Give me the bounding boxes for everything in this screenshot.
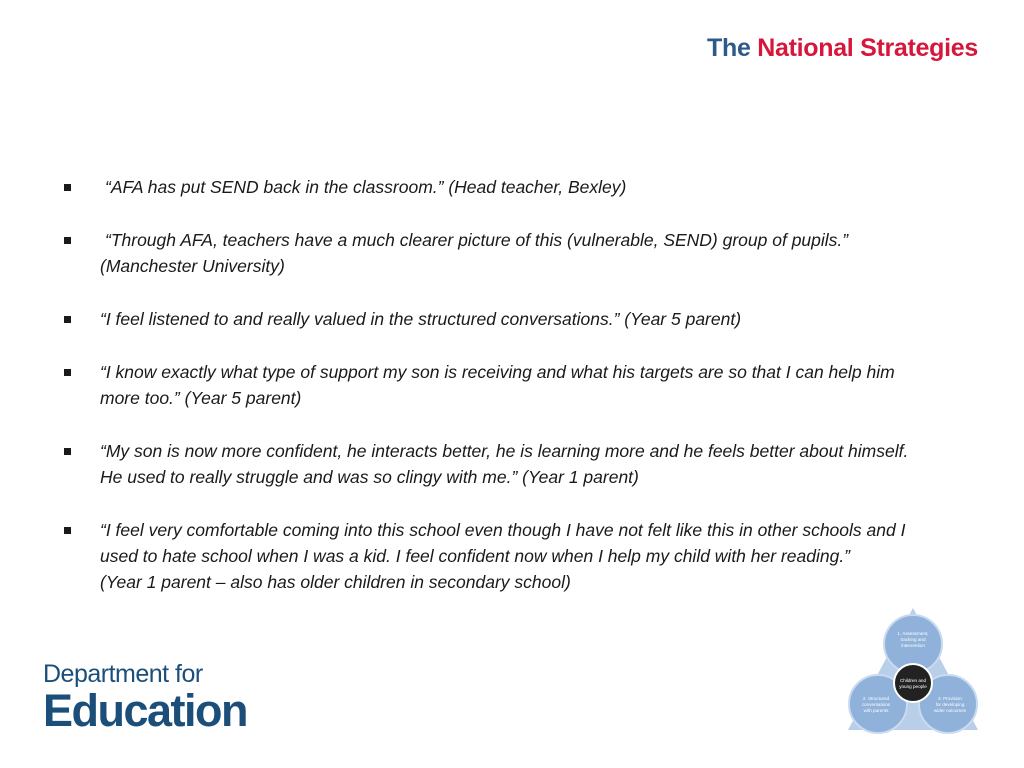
dfe-logo [43, 660, 247, 734]
quote-item [62, 227, 982, 279]
afa-model-svg [846, 606, 980, 740]
model-left-label-3: with parents [863, 708, 889, 713]
square-bullet-icon [64, 448, 71, 455]
quote-line: “My son is now more confident, he interacts better, he is learning more and he feels better about himself. [100, 441, 909, 461]
afa-model-diagram [846, 606, 980, 740]
quote-item [62, 174, 982, 200]
quote-line: (Year 1 parent – also has older children in secondary school) [100, 572, 571, 592]
brand-the: The [707, 34, 751, 62]
quote-line: “I feel very comfortable coming into this school even though I have not felt like this in other schools and I [100, 520, 906, 540]
brand-national-strategies: National Strategies [757, 34, 978, 62]
model-left-label-2: conversations [861, 702, 891, 707]
model-center-label-1: Children and [899, 678, 927, 683]
quote-line: “AFA has put SEND back in the classroom.” (Head teacher, Bexley) [105, 177, 627, 197]
model-center-label-2: young people [899, 684, 927, 689]
square-bullet-icon [64, 527, 71, 534]
model-right-label-1: 3. Provision [937, 696, 963, 701]
square-bullet-icon [64, 184, 71, 191]
quote-line: more too.” (Year 5 parent) [100, 388, 302, 408]
quote-line: (Manchester University) [100, 256, 285, 276]
quote-item [62, 359, 982, 411]
quote-item [62, 517, 982, 595]
square-bullet-icon [64, 369, 71, 376]
model-circle-center [894, 664, 932, 702]
quote-line: “Through AFA, teachers have a much clearer picture of this (vulnerable, SEND) group of pupils.” [105, 230, 849, 250]
model-right-label-2: for developing [935, 702, 965, 707]
quote-line: “I know exactly what type of support my son is receiving and what his targets are so that I can help him [100, 362, 895, 382]
national-strategies-logo [707, 34, 978, 63]
model-left-label-1: 2. Structured [862, 696, 890, 701]
model-right-label-3: wider outcomes [933, 708, 967, 713]
quote-line: He used to really struggle and was so clingy with me.” (Year 1 parent) [100, 467, 639, 487]
quote-list [62, 174, 982, 622]
quote-item [62, 306, 982, 332]
quote-line: used to hate school when I was a kid. I feel confident now when I help my child with her reading.” [100, 546, 851, 566]
dfe-logo-line2: Education [43, 685, 248, 736]
model-top-label-1: 1. Assessment, [897, 631, 929, 636]
square-bullet-icon [64, 316, 71, 323]
dfe-logo-line1: Department for [43, 660, 203, 688]
quote-item [62, 438, 982, 490]
quote-line: “I feel listened to and really valued in the structured conversations.” (Year 5 parent) [100, 309, 742, 329]
square-bullet-icon [64, 237, 71, 244]
model-top-label-2: tracking and [900, 637, 926, 642]
model-top-label-3: intervention [901, 643, 925, 648]
